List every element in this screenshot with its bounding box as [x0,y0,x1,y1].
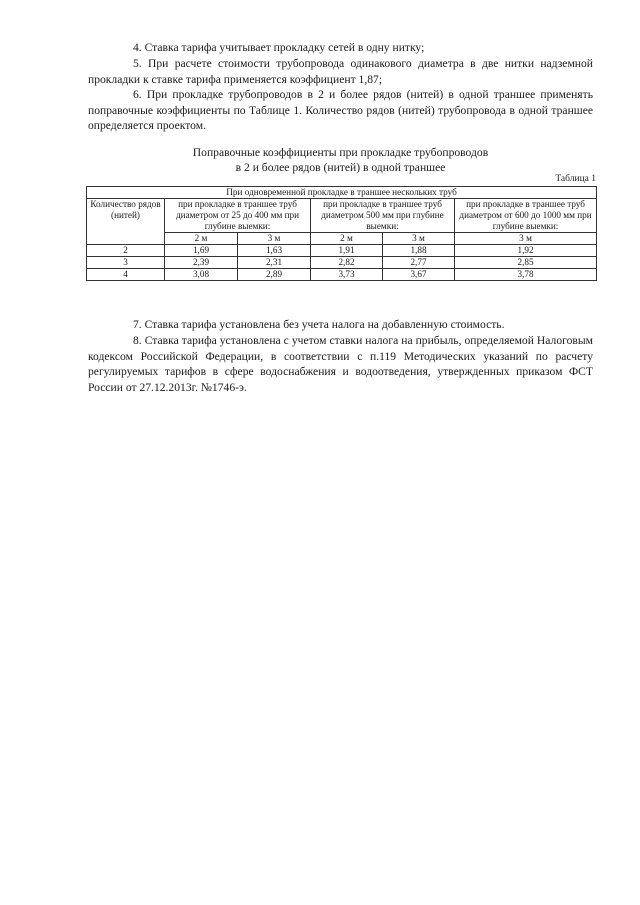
table-cell: 2,85 [455,257,597,269]
group-header-25-400: при прокладке в траншее труб диаметром от 25 до 400 мм при глубине выемки: [165,199,311,233]
table-cell: 2,31 [238,257,311,269]
table-number: Таблица 1 [555,174,596,184]
depth-header: 2 м [165,233,238,245]
table-cell: 3,08 [165,269,238,281]
top-header-cell: При одновременной прокладке в траншее нескольких труб [87,187,597,199]
depth-header: 2 м [311,233,383,245]
table-header-row [87,187,597,199]
paragraph-8: 8. Ставка тарифа установлена с учетом ставки налога на прибыль, определяемой Налоговым кодексом Российской Федерации, в соответствии с п.119 Методических указаний по расчету регулируемых тарифов в сфере водоснабжения и водоотведения, утвержденных приказом ФСТ России от 27.12.2013г. №1746-э. [88,334,593,394]
depth-header: 3 м [238,233,311,245]
paragraph-5: 5. При расчете стоимости трубопровода одинакового диаметра в две нитки надземной прокладки к ставке тарифа применяется коэффициент 1,87; [88,57,593,86]
table-cell: 4 [87,269,165,281]
table-cell: 1,63 [238,245,311,257]
group-header-500: при прокладке в траншее труб диаметром 500 мм при глубине выемки: [311,199,455,233]
table-cell: 2,82 [311,257,383,269]
table-caption-line-1: Поправочные коэффициенты при прокладке трубопроводов [192,146,489,159]
table-cell: 3,67 [383,269,455,281]
table-cell: 2 [87,245,165,257]
table-cell: 1,92 [455,245,597,257]
table-cell: 2,77 [383,257,455,269]
paragraph-7: 7. Ставка тарифа установлена без учета налога на добавленную стоимость. [133,318,505,331]
table-cell: 2,89 [238,269,311,281]
table-cell: 1,88 [383,245,455,257]
table-row [87,245,597,257]
group-header-600-1000: при прокладке в траншее труб диаметром от 600 до 1000 мм при глубине выемки: [455,199,597,233]
depth-header: 3 м [383,233,455,245]
rows-count-header: Количество рядов (нитей) [87,199,165,245]
table-row [87,257,597,269]
table-row [87,269,597,281]
depth-header: 3 м [455,233,597,245]
table-group-row [87,199,597,233]
table-cell: 3 [87,257,165,269]
table-cell: 2,39 [165,257,238,269]
table-cell: 3,78 [455,269,597,281]
table-caption-line-2: в 2 и более рядов (нитей) в одной траншее [235,161,446,174]
coefficients-table [86,186,597,281]
table-cell: 1,69 [165,245,238,257]
paragraph-4: 4. Ставка тарифа учитывает прокладку сетей в одну нитку; [133,41,425,54]
table-cell: 3,73 [311,269,383,281]
table-cell: 1,91 [311,245,383,257]
paragraph-6: 6. При прокладке трубопроводов в 2 и более рядов (нитей) в одной траншее применять поправочные коэффициенты по Таблице 1. Количество рядов (нитей) трубопровода в одной траншее определяется проектом. [88,88,593,132]
